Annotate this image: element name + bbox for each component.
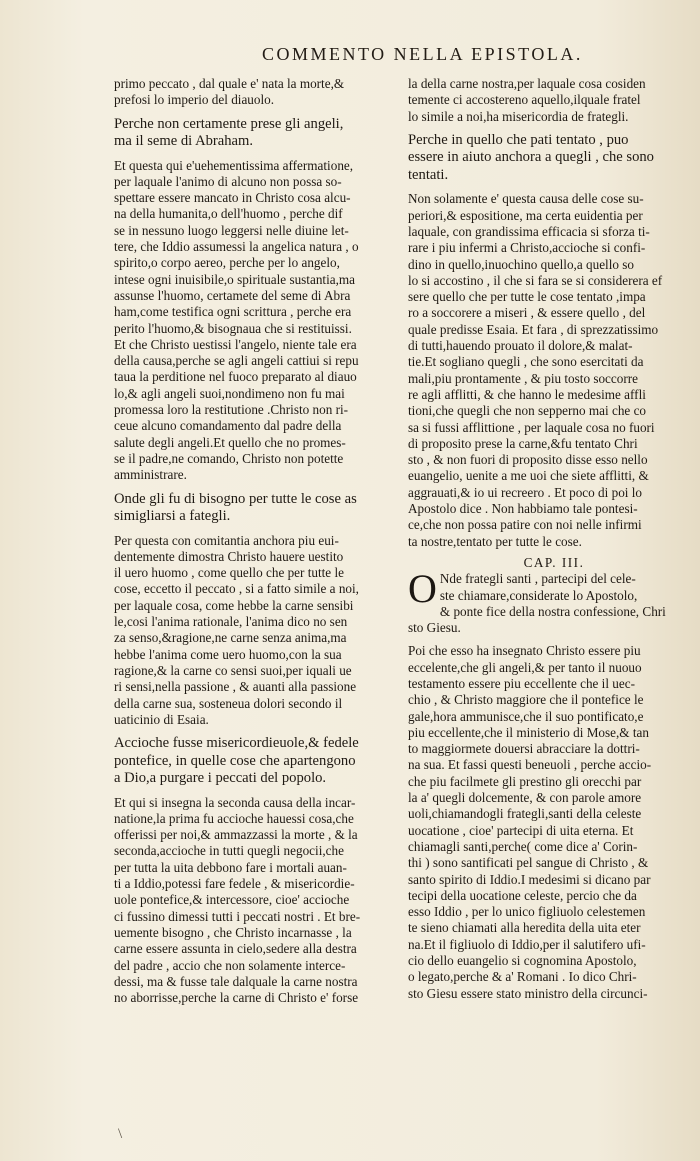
paragraph [408, 132, 700, 185]
left-column [114, 76, 402, 1013]
chapter-heading [408, 555, 700, 571]
paragraph [114, 735, 402, 788]
paragraph [408, 643, 700, 1002]
running-header: COMMENTO NELLA EPISTOLA. [262, 44, 583, 64]
paragraph-text: primo peccato , dal quale e' nata la morte,& prefosi lo imperio del diauolo. [114, 76, 345, 108]
paragraph-text: Onde gli fu di bisogno per tutte le cose as simigliarsi a fategli. [114, 490, 357, 525]
paragraph [114, 533, 402, 729]
paragraph [114, 158, 402, 484]
paragraph-text: Accioche fusse misericordieuole,& fedele pontefice, in quelle cose che apartengono a Dio,a purgare i peccati del popolo. [114, 735, 359, 787]
paragraph-text: Et qui si insegna la seconda causa della incar- natione,la prima fu accioche hauessi cosa,che offerissi per noi,& ammazzassi la morte , & la seconda,accioche in tutti quegli negocii,che per tutta la uita debbono fare i mortali auan- ti a Iddio,potessi fare fedele , & misericordie- uole pontefice,& intercessore, cioe' accioche ci fussino dimessi tutti i peccati nostri . Et bre- uemente bisogno , che Christo incarnasse , la carne essere assunta in cielo,sedere alla destra del padre , accio che non solamente interce- dessi, ma & fusse tale dalquale la carne nostra no aborrisse,perche la carne di Christo e' forse [114, 794, 361, 1006]
paragraph-text: la della carne nostra,per laquale cosa cosiden temente ci accostereno aquello,ilquale fratel lo simile a noi,ha misericordia de frategli. [408, 76, 646, 124]
paragraph [408, 566, 700, 636]
drop-cap-initial: O [408, 566, 437, 612]
paragraph [114, 491, 402, 526]
paragraph-text: Et questa qui e'uehementissima affermatione, per laquale l'animo di alcuno non possa so- spettare essere mancato in Christo cosa alcu- na della humanita,o dell'huomo , perche dif se in nessuno luogo leggersi nelle diuine let- tere, che Iddio assumessi la angelica natura , o spirito,o corpo aereo, perche per lo angelo, intese ogni inuisibile,o spirituale sustantia,ma assunse l'huomo, certamete del seme di Abra ham,come testifica ogni scrittura , perche era perito l'huomo,& bisognaua che si restituissi. Et che Christo uestissi l'angelo, niente tale era della causa,perche se agli angeli cattiui si repu taua la perditione nel fuoco preparato al diauo lo,& agli angeli suoi,nondimeno non fu mai promessa loro la restitutione .Christo non ri- ceue alcuno comandamento dal padre della salute degli angeli.Et quello che no promes- se il padre,ne comando, Christo non potette amministrare. [114, 157, 359, 483]
paragraph [408, 191, 700, 550]
paragraph-text: Perche non certamente prese gli angeli, ma il seme di Abraham. [114, 115, 344, 150]
paragraph-text: Per questa con comitantia anchora piu eui- dentemente dimostra Christo hauere uestito il uero huomo , come quello che per tutte le cose, eccetto il peccato , si a fatto simile a noi, per laquale cosa, come hebbe la carne sensibi le,cosi l'anima rationale, l'anima dico no sen za senso,&ragione,ne carne senza anima,ma hebbe l'anima come uero huomo,con la sua ragione,& la carne co sensi suoi,per iquali ue ri sensi,nella passione , & auanti alla passione della carne sua, sosteneua dolori secondo il uaticinio di Esaia. [114, 532, 359, 727]
paragraph [408, 76, 700, 125]
paragraph-text: CAP. III. [523, 554, 585, 570]
right-column [408, 76, 700, 1009]
paragraph [114, 795, 402, 1007]
paragraph [114, 76, 402, 109]
paragraph-text: Nde frategli santi , partecipi del cele- ste chiamare,considerate lo Apostolo, & ponte fice della nostra confessione, Chri sto Giesu. [408, 571, 666, 636]
paragraph-text: Poi che esso ha insegnato Christo essere piu eccelente,che gli angeli,& per tanto il nuouo testamento essere piu eccellente che il uec- chio , & Christo maggiore che il pontefice le gale,hora ammunisce,che il suo pontificato,e piu eccellente,che il ministerio di Mose,& tan to maggiormete douersi abracciare la dottri- na sua. Et fassi questi beneuoli , perche accio- che piu facilmete gli prestino gli orecchi par la a' quegli dolcemente, & con parole amore uoli,chiamandogli frategli,santi della celeste uocatione , cioe' partecipi di uita eterna. Et chiamagli santi,perche( come dice a' Corin- thi ) sono santificati pel sangue di Christo , & santo spirito di Iddio.I medesimi si dicano par tecipi della uocatione celeste, percio che da esso Iddio , per lo unico figliuolo celestemen te sieno chiamati alla heredita della uita eter na.Et il figliuolo di Iddio,per il salutifero ufi- cio dello euangelio si cognomina Apostolo, o legato,perche & a' Romani . Io dico Chri- sto Giesu essere stato ministro della circunci- [408, 643, 652, 1001]
paragraph-text: Non solamente e' questa causa delle cose su- periori,& espositione, ma certa euidentia per laquale, con grandissima efficacia si sforza ti- rare i piu infermi a Christo,accioche si confi- dino in quello,inuochino quello,a quello so lo si accostino , il che si fara se si considerera ef sere quello che per tutte le cose tentato ,impa ro a soccorere a miseri , & essere quello , del quale predisse Esaia. Et fara , di sprezzatissimo di tutti,hauendo prouato il dolore,& malat- tie.Et sogliano quegli , che sono esercitati da mali,piu prontamente , & piu tosto soccorre re agli afflitti, & che hanno le medesime affli tioni,che quegli che non sepperno mai che co sa si fussi afflittione , per laquale cosa no fuori di proposito prese la carne,&fu tentato Chri sto , & non fuori di proposito disse esso nello euangelio, uenite a me uoi che siete afflitti, & aggrauati,& io ui recreero . Et poco di poi lo Apostolo dice . Non habbiamo tale pontesi- ce,che non possa patire con noi nelle infirmi ta nostre,tentato per tutte le cose. [408, 191, 663, 549]
page-mark: \ [118, 1126, 123, 1142]
paragraph [114, 116, 402, 151]
paragraph-text: Perche in quello che pati tentato , puo essere in aiuto anchora a quegli , che sono tentati. [408, 131, 654, 183]
